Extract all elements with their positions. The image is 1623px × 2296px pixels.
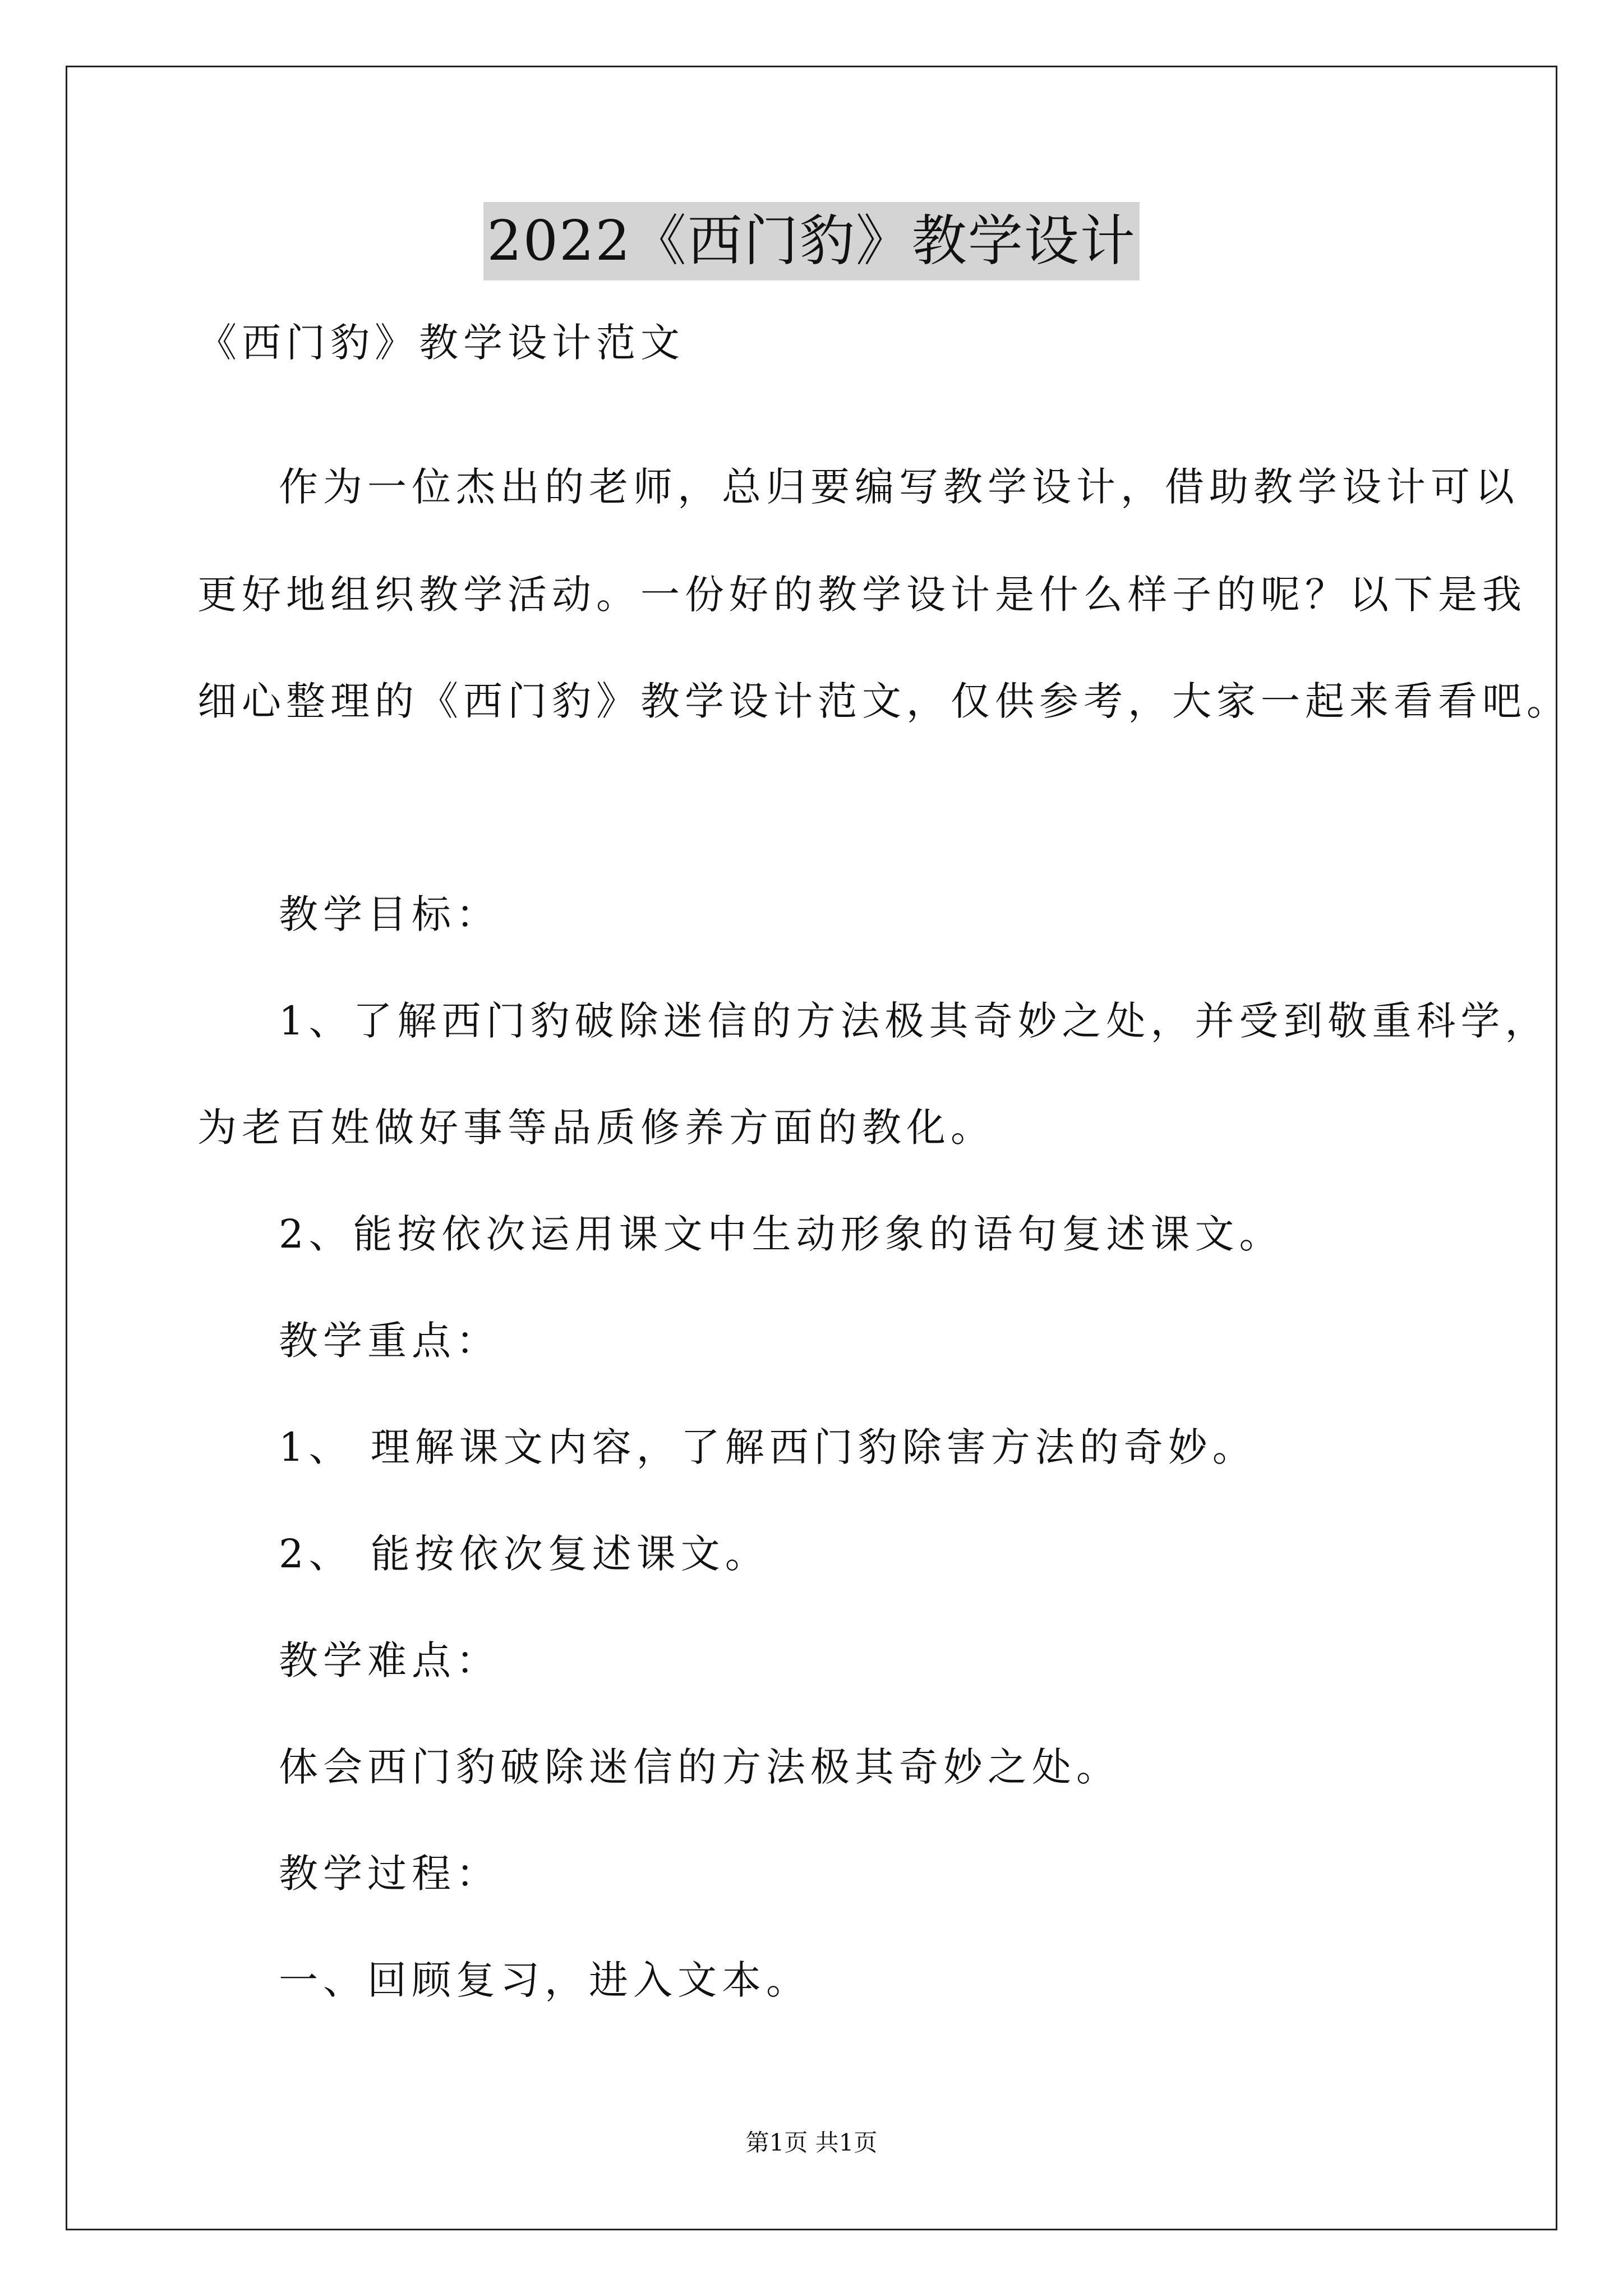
objective-2: 2、能按依次运用课文中生动形象的语句复述课文。 [279, 1211, 1284, 1257]
intro-line-2: 更好地组织教学活动。一份好的教学设计是什么样子的呢？以下是我 [197, 572, 1527, 618]
process-step-1: 一、回顾复习，进入文本。 [279, 1957, 810, 2003]
section-heading-key-points: 教学重点： [279, 1318, 500, 1364]
objective-1-line-2: 为老百姓做好事等品质修养方面的教化。 [197, 1105, 995, 1151]
section-heading-process: 教学过程： [279, 1851, 500, 1897]
page-footer: 第1页 共1页 [745, 2129, 878, 2156]
section-heading-objectives: 教学目标： [279, 891, 500, 937]
document-title: 2022《西门豹》教学设计 [483, 202, 1139, 280]
intro-line-1: 作为一位杰出的老师，总归要编写教学设计，借助教学设计可以 [279, 464, 1519, 510]
title-container [0, 202, 1623, 280]
intro-line-3: 细心整理的《西门豹》教学设计范文，仅供参考，大家一起来看看吧。 [197, 678, 1571, 724]
key-point-1: 1、 理解课文内容，了解西门豹除害方法的奇妙。 [279, 1424, 1257, 1470]
difficulty-text: 体会西门豹破除迷信的方法极其奇妙之处。 [279, 1744, 1121, 1790]
subtitle-line: 《西门豹》教学设计范文 [197, 320, 685, 366]
section-heading-difficulties: 教学难点： [279, 1637, 500, 1683]
objective-1-line-1: 1、了解西门豹破除迷信的方法极其奇妙之处，并受到敬重科学， [279, 998, 1550, 1044]
key-point-2: 2、 能按依次复述课文。 [279, 1531, 769, 1577]
